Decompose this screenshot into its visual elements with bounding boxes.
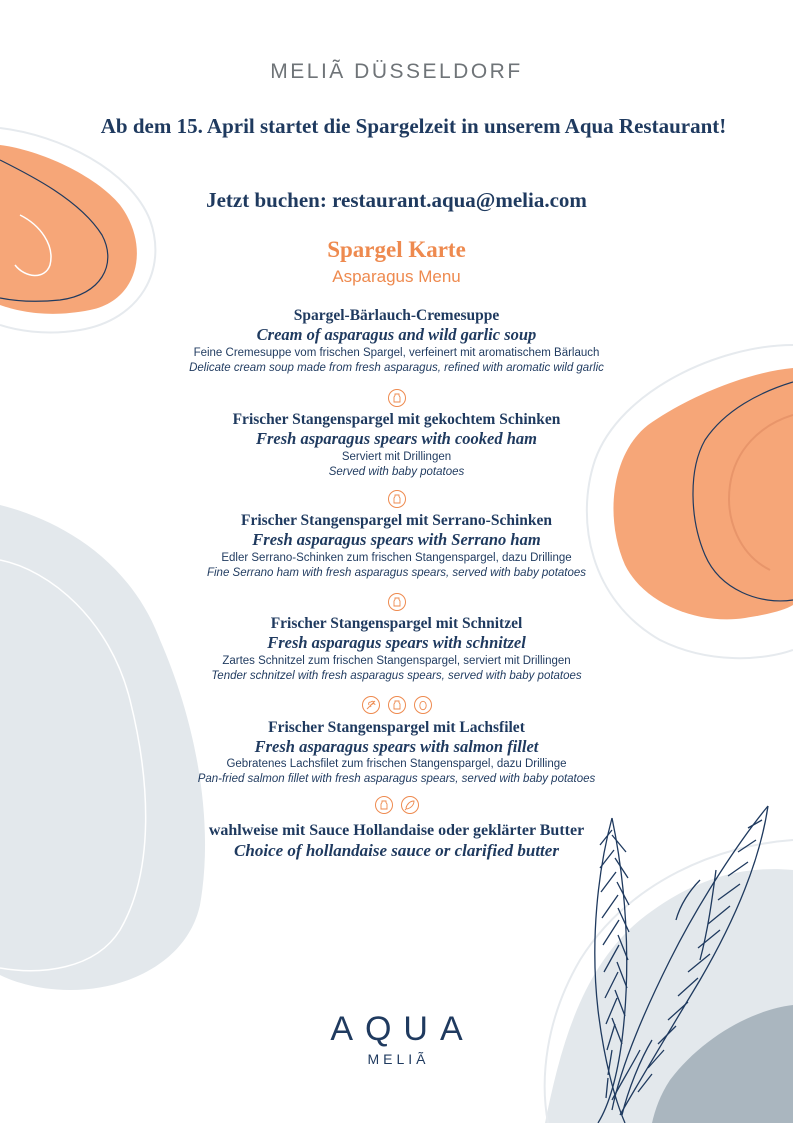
dish-name-en: Cream of asparagus and wild garlic soup xyxy=(256,325,537,344)
dish-item xyxy=(100,719,693,787)
dish-name-de: Frischer Stangenspargel mit gekochtem Schinken xyxy=(232,411,561,428)
lactose-icon xyxy=(388,389,406,407)
fish-icon xyxy=(401,796,419,814)
season-headline: Ab dem 15. April startet die Spargelzeit in unserem Aqua Restaurant! xyxy=(100,114,727,138)
hotel-logo: MELIÃ DÜSSELDORF xyxy=(270,60,523,83)
aqua-wordmark: AQUA xyxy=(330,1010,475,1048)
dish-item xyxy=(100,411,693,480)
dish-desc-de: Edler Serrano-Schinken zum frischen Stangenspargel, dazu Drillinge xyxy=(221,552,572,564)
dish-name-en: Fresh asparagus spears with Serrano ham xyxy=(252,530,541,549)
dish-desc-de: Gebratenes Lachsfilet zum frischen Stangenspargel, dazu Drillinge xyxy=(226,758,567,770)
allergen-icons xyxy=(0,389,793,409)
lactose-icon xyxy=(388,593,406,611)
dish-item xyxy=(100,512,693,581)
sauce-name-de: wahlweise mit Sauce Hollandaise oder geklärter Butter xyxy=(208,822,585,839)
allergen-icons xyxy=(0,696,793,716)
booking-email[interactable]: Jetzt buchen: restaurant.aqua@melia.com xyxy=(206,188,587,212)
lactose-icon xyxy=(388,696,406,714)
dish-desc-de: Feine Cremesuppe vom frischen Spargel, verfeinert mit aromatischem Bärlauch xyxy=(193,347,600,359)
dish-desc-en: Tender schnitzel with fresh asparagus spears, served with baby potatoes xyxy=(211,670,582,682)
sauce-name-en: Choice of hollandaise sauce or clarified butter xyxy=(234,841,559,860)
aqua-brand: MELIÃ xyxy=(367,1051,430,1067)
dish-desc-de: Zartes Schnitzel zum frischen Stangenspargel, serviert mit Drillingen xyxy=(222,655,571,667)
allergen-icons xyxy=(0,593,793,613)
gluten-icon xyxy=(362,696,380,714)
dish-name-en: Fresh asparagus spears with schnitzel xyxy=(267,633,526,652)
dish-name-de: Frischer Stangenspargel mit Serrano-Schinken xyxy=(241,512,552,529)
menu-subtitle: Asparagus Menu xyxy=(332,267,461,286)
dish-item xyxy=(100,615,693,684)
dish-name-en: Fresh asparagus spears with salmon fillet xyxy=(254,737,539,756)
dish-desc-en: Delicate cream soup made from fresh asparagus, refined with aromatic wild garlic xyxy=(189,362,604,374)
dish-desc-en: Pan-fried salmon fillet with fresh asparagus spears, served with baby potatoes xyxy=(197,773,596,785)
dish-name-de: Frischer Stangenspargel mit Lachsfilet xyxy=(268,719,525,736)
lactose-icon xyxy=(388,490,406,508)
dish-name-en: Fresh asparagus spears with cooked ham xyxy=(255,429,537,448)
lactose-icon xyxy=(375,796,393,814)
dish-desc-en: Fine Serrano ham with fresh asparagus spears, served with baby potatoes xyxy=(206,567,587,579)
dish-name-de: Frischer Stangenspargel mit Schnitzel xyxy=(270,615,523,632)
dish-item xyxy=(100,307,693,376)
aqua-logo xyxy=(0,1010,793,1067)
dish-desc-de: Serviert mit Drillingen xyxy=(341,451,452,463)
sauce-option xyxy=(100,821,693,861)
egg-icon xyxy=(414,696,432,714)
dish-name-de: Spargel-Bärlauch-Cremesuppe xyxy=(293,307,500,324)
allergen-icons xyxy=(0,490,793,510)
menu-title: Spargel Karte xyxy=(327,237,466,262)
dish-desc-en: Served with baby potatoes xyxy=(328,466,465,478)
allergen-icons xyxy=(0,796,793,816)
